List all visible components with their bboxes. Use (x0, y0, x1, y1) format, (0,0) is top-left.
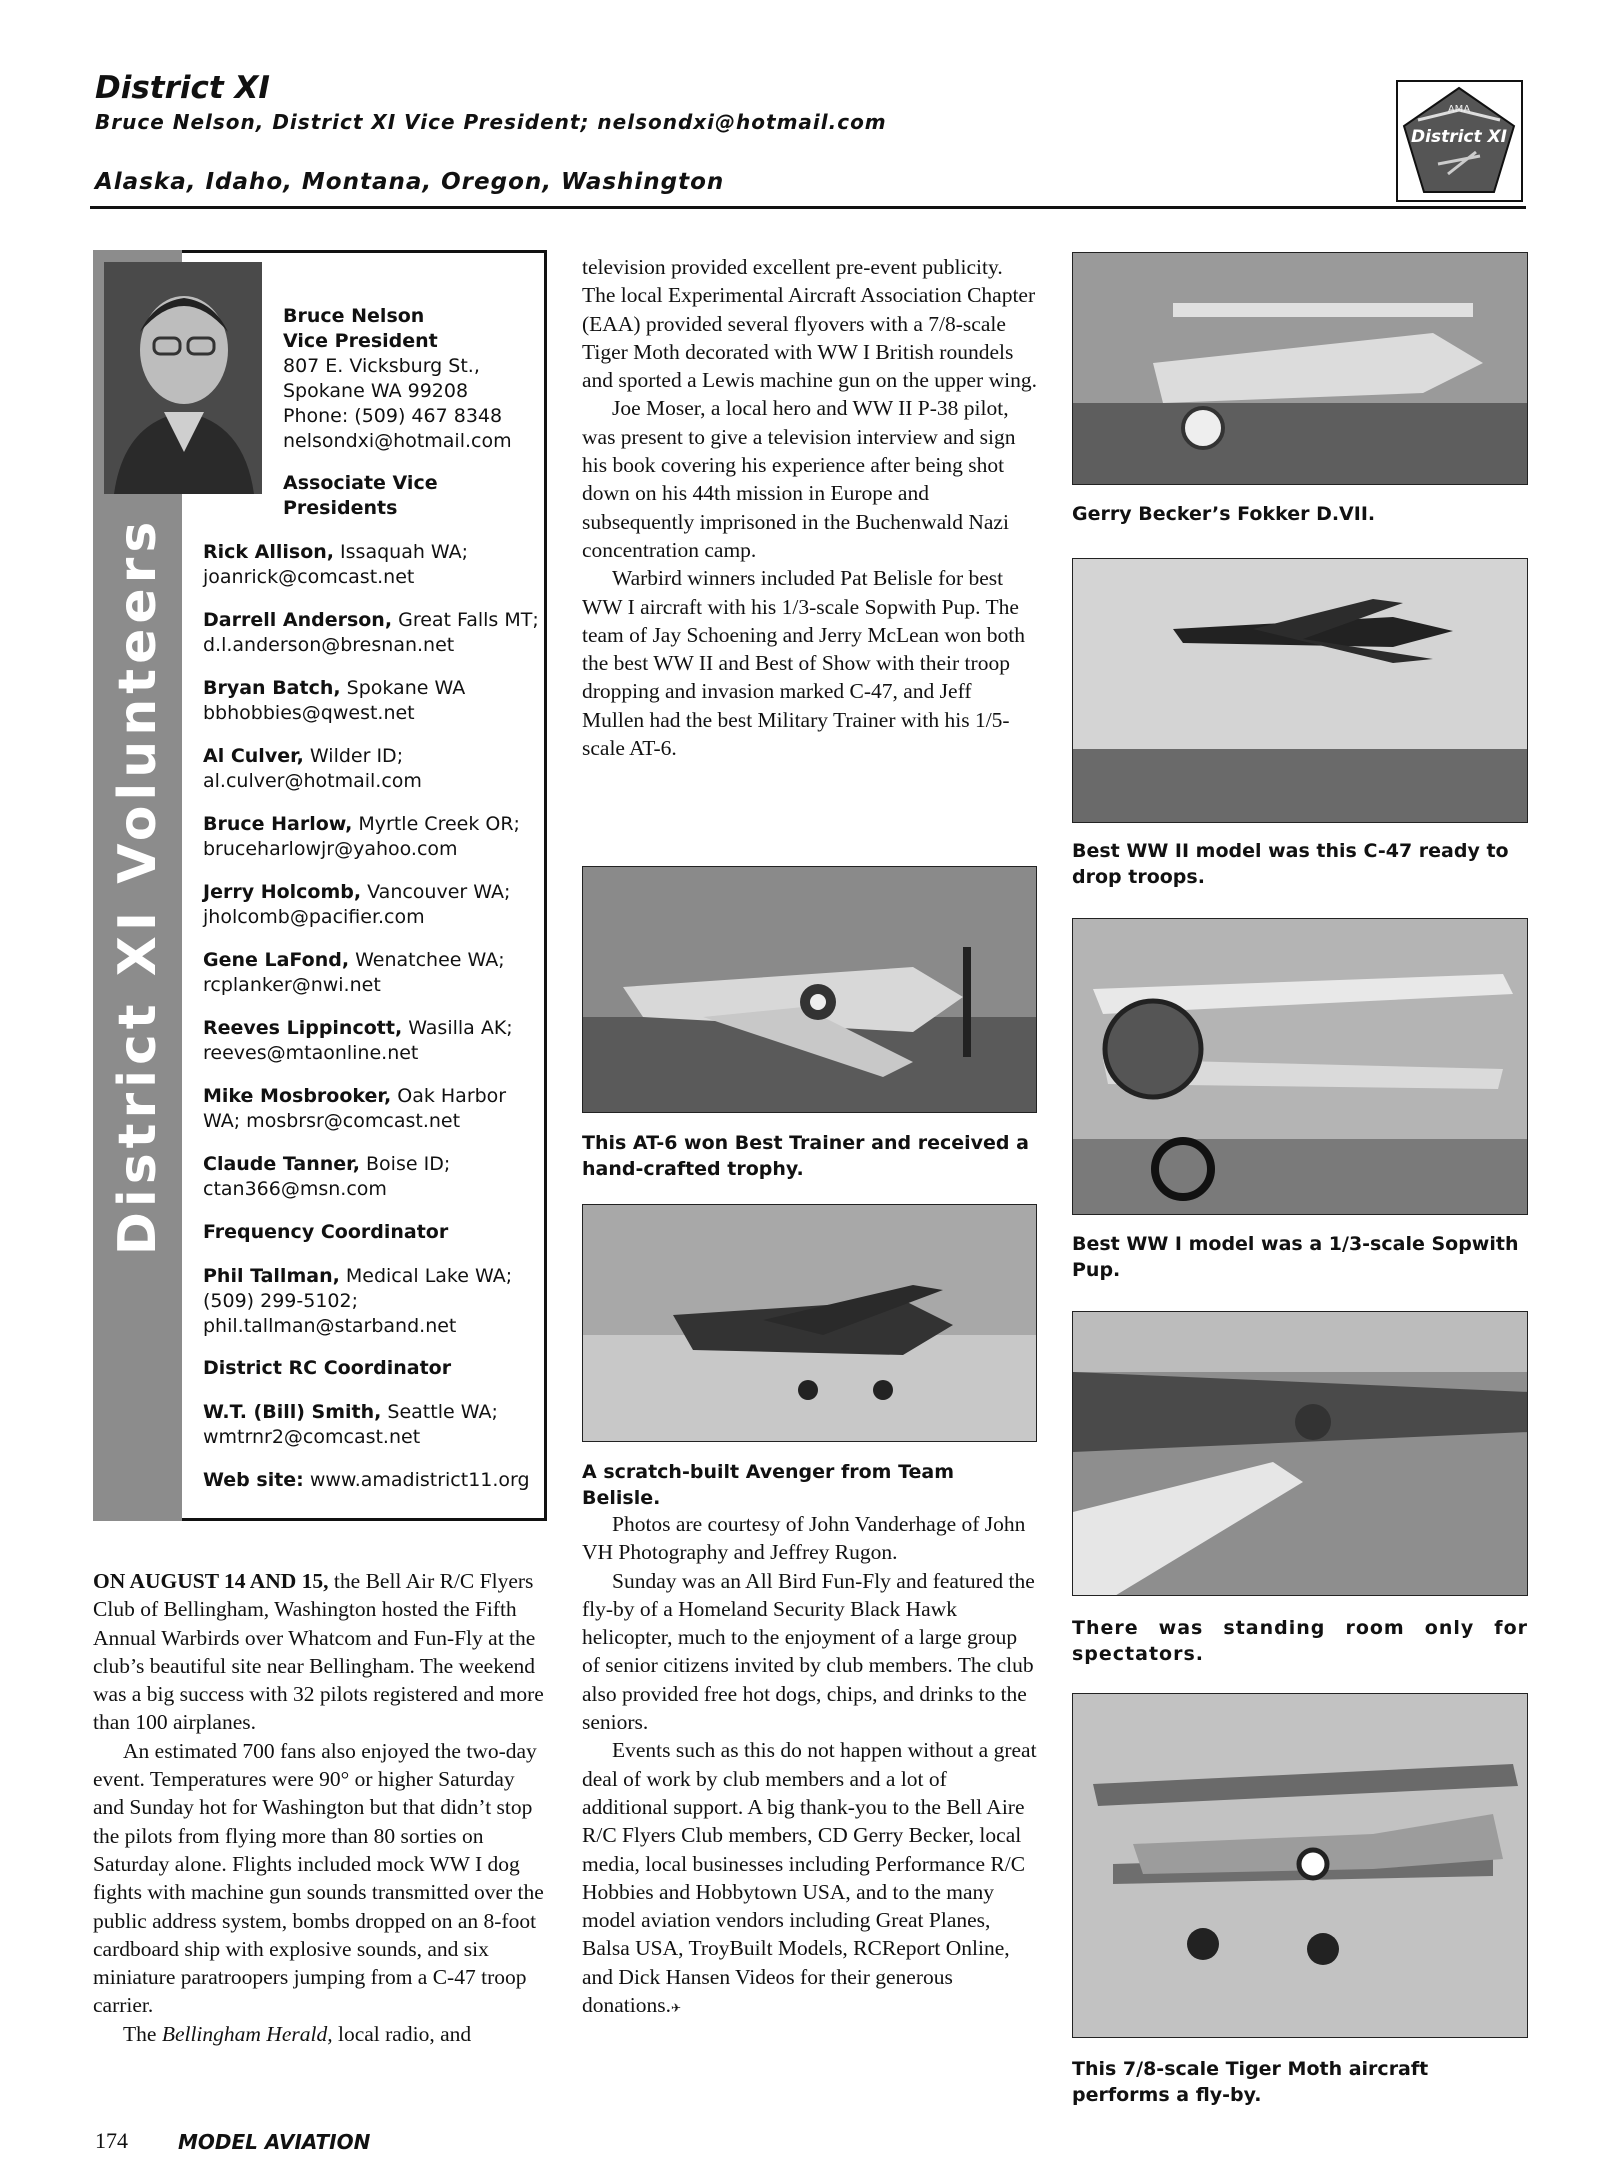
caption-at6: This AT-6 won Best Trainer and received a hand-crafted trophy. (582, 1132, 1029, 1180)
article-paragraph: Warbird winners included Pat Belisle for best WW I aircraft with his 1/3-scale Sopwith Pup. The team of Jay Schoening and Jerry McLean won both the best WW II and Best of Show with their troop dropping and invasion marked C-47, and Jeff Mullen had the best Military Trainer with his 1/5-scale AT-6. (582, 566, 1026, 761)
fokker-plane-icon (1073, 253, 1528, 485)
page-number: 174 (95, 2128, 128, 2153)
photo-fokker (1072, 252, 1528, 485)
district-logo-icon (1398, 82, 1521, 200)
portrait-photo-icon (104, 262, 262, 494)
photo-c47 (1072, 558, 1528, 823)
ama-end-mark-icon: ✈ (670, 2001, 682, 2016)
frequency-heading: Frequency Coordinator (203, 1221, 449, 1243)
sopwith-pup-icon (1073, 919, 1528, 1215)
associate-entry: Al Culver, Wilder ID; al.culver@hotmail.com (203, 745, 422, 792)
article-paragraph: Events such as this do not happen without a great deal of work by club members and a lot of additional support. A big thank-you to the Bell Aire R/C Flyers Club members, CD Gerry Becker, local media, local businesses including Performance R/C Hobbies and Hobbytown USA, and to the many model aviation vendors including Great Planes, Balsa USA, TroyBuilt Models, RCReport Online, and Dick Hansen Videos for their generous donations.✈ (582, 1738, 1037, 2018)
vp-phone: Phone: (509) 467 8348 (283, 405, 503, 427)
c47-plane-icon (1073, 559, 1528, 823)
associate-entry: Claude Tanner, Boise ID; ctan366@msn.com (203, 1153, 451, 1200)
frequency-coordinator: Phil Tallman, Medical Lake WA; (509) 299-5102; phil.tallman@starband.net (203, 1265, 513, 1337)
associate-entry: Reeves Lippincott, Wasilla AK; reeves@mtaonline.net (203, 1017, 513, 1064)
logo-district-text: District XI (1411, 127, 1507, 147)
caption-c47: Best WW II model was this C-47 ready to drop troops. (1072, 840, 1509, 888)
district-logo (1396, 80, 1523, 202)
magazine-name: MODEL AVIATION (178, 2130, 371, 2154)
associate-entry: Bryan Batch, Spokane WA bbhobbies@qwest.net (203, 677, 466, 724)
caption-tiger-moth: This 7/8-scale Tiger Moth aircraft performs a fly-by. (1072, 2058, 1429, 2106)
district-title: District XI (95, 70, 270, 106)
caption-crowd: There was standing room only for spectators. (1072, 1617, 1528, 1665)
associate-entry: Rick Allison, Issaquah WA; joanrick@comcast.net (203, 541, 469, 588)
associate-entry: Gene LaFond, Wenatchee WA; rcplanker@nwi.net (203, 949, 505, 996)
caption-avenger: A scratch-built Avenger from Team Belisle. (582, 1461, 955, 1509)
associate-entry: Jerry Holcomb, Vancouver WA; jholcomb@pacifier.com (203, 881, 511, 928)
article-paragraph: Photos are courtesy of John Vanderhage of John VH Photography and Jeffrey Rugon. (582, 1512, 1026, 1565)
associate-entry: Mike Mosbrooker, Oak Harbor WA; mosbrsr@comcast.net (203, 1085, 507, 1132)
caption-fokker: Gerry Becker’s Fokker D.VII. (1072, 503, 1376, 525)
article-paragraph: television provided excellent pre-event publicity. The local Experimental Aircraft Association Chapter (EAA) provided several flyovers with a 7/8-scale Tiger Moth decorated with WW I British roundels and sported a Lewis machine gun on the upper wing. (582, 255, 1037, 393)
photo-at6 (582, 866, 1037, 1113)
associate-entry: Darrell Anderson, Great Falls MT; d.l.anderson@bresnan.net (203, 609, 539, 656)
avenger-plane-icon (583, 1205, 1037, 1442)
header-rule (90, 206, 1526, 209)
district-subtitle: Bruce Nelson, District XI Vice President; nelsondxi@hotmail.com (95, 110, 887, 134)
caption-pup: Best WW I model was a 1/3-scale Sopwith Pup. (1072, 1233, 1519, 1281)
photo-avenger (582, 1204, 1037, 1442)
sidebar-vertical-label: District XI Volunteers (107, 516, 168, 1255)
logo-ama-text: AMA (1447, 104, 1471, 115)
vp-portrait (104, 262, 262, 494)
website: Web site: www.amadistrict11.org (203, 1469, 530, 1491)
article-column-2-top (582, 253, 1037, 762)
vp-email: nelsondxi@hotmail.com (283, 430, 512, 452)
crowd-scene-icon (1073, 1312, 1528, 1596)
rc-coordinator-heading: District RC Coordinator (203, 1357, 452, 1379)
article-column-1 (93, 1567, 548, 2048)
at6-plane-icon (583, 867, 1037, 1113)
photo-crowd (1072, 1311, 1528, 1596)
associate-heading-1: Associate Vice (283, 472, 438, 494)
photo-tiger-moth (1072, 1693, 1528, 2038)
district-states: Alaska, Idaho, Montana, Oregon, Washington (95, 169, 725, 195)
vp-name: Bruce Nelson (283, 305, 425, 327)
article-column-2-bottom (582, 1510, 1037, 2022)
vp-address2: Spokane WA 99208 (283, 380, 469, 402)
vp-role: Vice President (283, 330, 438, 352)
rc-coordinator: W.T. (Bill) Smith, Seattle WA; wmtrnr2@comcast.net (203, 1401, 498, 1448)
article-paragraph: ON AUGUST 14 AND 15, the Bell Air R/C Flyers Club of Bellingham, Washington hosted the Fifth Annual Warbirds over Whatcom and Fun-Fly at the club’s beautiful site near Bellingham. The weekend was a big success with 32 pilots registered and more than 100 airplanes. (93, 1569, 544, 1735)
tiger-moth-icon (1073, 1694, 1528, 2038)
photo-pup (1072, 918, 1528, 1215)
associate-entry: Bruce Harlow, Myrtle Creek OR; bruceharlowjr@yahoo.com (203, 813, 520, 860)
article-paragraph: Sunday was an All Bird Fun-Fly and featured the fly-by of a Homeland Security Black Hawk helicopter, much to the enjoyment of a large group of senior citizens invited by club members. The club also provided free hot dogs, chips, and drinks to the seniors. (582, 1568, 1035, 1735)
article-paragraph: Joe Moser, a local hero and WW II P-38 pilot, was present to give a television interview and sign his book covering his experience after being shot down on his 44th mission in Europe and subsequently imprisoned in the Buchenwald Nazi concentration camp. (582, 396, 1016, 562)
associate-heading-2: Presidents (283, 497, 398, 519)
website-link[interactable]: www.amadistrict11.org (303, 1469, 530, 1491)
article-paragraph: An estimated 700 fans also enjoyed the two-day event. Temperatures were 90° or higher Saturday and Sunday hot for Washington but that didn’t stop the pilots from flying more than 80 sorties on Saturday alone. Flights included mock WW I dog fights with machine gun sounds transmitted over the public address system, bombs dropped on an 8-foot cardboard ship with explosive sounds, and six miniature paratroopers jumping from a C-47 troop carrier. (93, 1738, 544, 2018)
vp-address1: 807 E. Vicksburg St., (283, 355, 480, 377)
article-paragraph: The Bellingham Herald, local radio, and (123, 2021, 472, 2046)
